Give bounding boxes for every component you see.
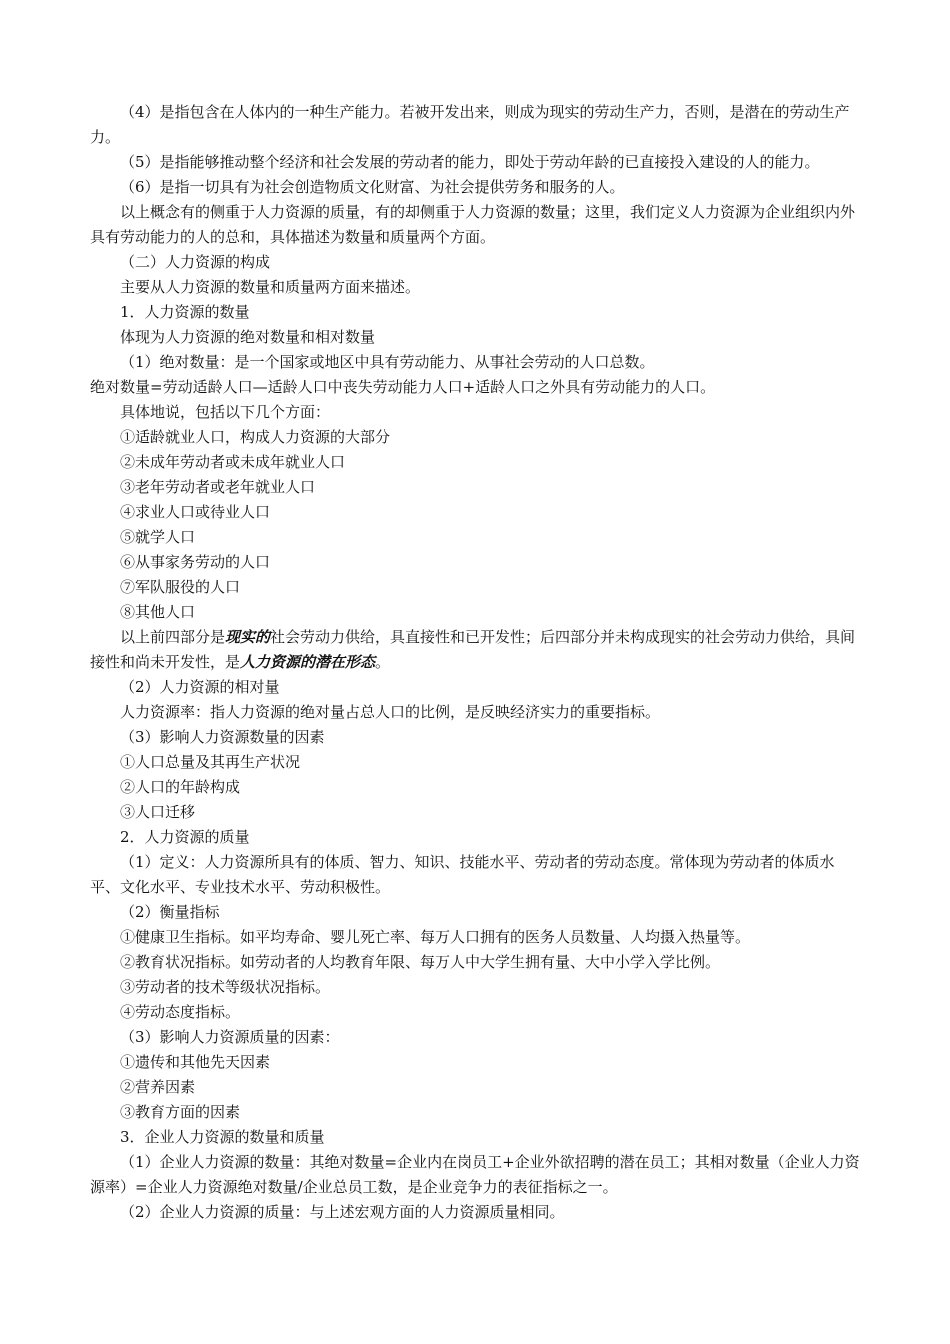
paragraph-specifics: 具体地说，包括以下几个方面： (120, 403, 331, 421)
list-item: ①适龄就业人口，构成人力资源的大部分 (120, 428, 391, 446)
paragraph-supply-summary (90, 625, 860, 675)
list-item: ①人口总量及其再生产状况 (120, 753, 301, 771)
emphasis-potential-form: 人力资源的潜在形态 (240, 653, 376, 671)
subheading-quantity-factors: （3）影响人力资源数量的因素 (120, 728, 325, 746)
list-item: ③人口迁移 (120, 803, 196, 821)
text-run: 社会劳动力供给，具直接性和已开发性；后四部分并未构成现实的社会劳动力供给，具间接性和尚未开发性，是 (90, 628, 856, 671)
list-item: ⑤就学人口 (120, 528, 196, 546)
list-item: ①健康卫生指标。如平均寿命、婴儿死亡率、每万人口拥有的医务人员数量、人均摄入热量等。 (120, 928, 751, 946)
list-item: ③教育方面的因素 (120, 1103, 241, 1121)
list-item: ②营养因素 (120, 1078, 196, 1096)
list-item: ④劳动态度指标。 (120, 1003, 241, 1021)
subheading-relative-quantity: （2）人力资源的相对量 (120, 678, 280, 696)
list-item: ①遗传和其他先天因素 (120, 1053, 271, 1071)
list-item: ③劳动者的技术等级状况指标。 (120, 978, 331, 996)
paragraph-quality-definition: （1）定义：人力资源所具有的体质、智力、知识、技能水平、劳动者的劳动态度。常体现为劳动者的体质水平、文化水平、专业技术水平、劳动积极性。 (90, 853, 835, 896)
paragraph-item-6: （6）是指一切具有为社会创造物质文化财富、为社会提供劳务和服务的人。 (120, 178, 625, 196)
emphasis-realistic: 现实的 (225, 628, 271, 646)
paragraph-hr-rate: 人力资源率：指人力资源的绝对量占总人口的比例，是反映经济实力的重要指标。 (120, 703, 661, 721)
list-item: ⑧其他人口 (120, 603, 196, 621)
list-item: ⑦军队服役的人口 (120, 578, 241, 596)
text-run: 。 (375, 653, 391, 671)
list-item: ⑥从事家务劳动的人口 (120, 553, 271, 571)
subheading-quantity: 1．人力资源的数量 (120, 303, 250, 321)
paragraph-enterprise-quality: （2）企业人力资源的质量：与上述宏观方面的人力资源质量相同。 (120, 1203, 565, 1221)
subheading-quality-factors: （3）影响人力资源质量的因素： (120, 1028, 340, 1046)
list-item: ③老年劳动者或老年就业人口 (120, 478, 316, 496)
paragraph-definition-summary: 以上概念有的侧重于人力资源的质量，有的却侧重于人力资源的数量；这里，我们定义人力资源为企业组织内外具有劳动能力的人的总和，具体描述为数量和质量两个方面。 (90, 203, 856, 246)
subheading-enterprise: 3．企业人力资源的数量和质量 (120, 1128, 325, 1146)
paragraph-intro: 主要从人力资源的数量和质量两方面来描述。 (120, 278, 421, 296)
list-item: ④求业人口或待业人口 (120, 503, 271, 521)
paragraph-enterprise-quantity: （1）企业人力资源的数量：其绝对数量=企业内在岗员工+企业外欲招聘的潜在员工；其相对数量（企业人力资源率）=企业人力资源绝对数量/企业总员工数，是企业竞争力的表征指标之一。 (90, 1153, 860, 1196)
paragraph-item-4: （4）是指包含在人体内的一种生产能力。若被开发出来，则成为现实的劳动生产力，否则，是潜在的劳动生产力。 (90, 103, 850, 146)
subheading-quality: 2．人力资源的质量 (120, 828, 250, 846)
text-run: 以上前四部分是 (120, 628, 226, 646)
paragraph-absolute-quantity: （1）绝对数量：是一个国家或地区中具有劳动能力、从事社会劳动的人口总数。 (120, 353, 655, 371)
list-item: ②教育状况指标。如劳动者的人均教育年限、每万人中大学生拥有量、大中小学入学比例。 (120, 953, 721, 971)
section-heading-composition: （二）人力资源的构成 (120, 253, 271, 271)
paragraph-formula: 绝对数量=劳动适龄人口—适龄人口中丧失劳动能力人口+适龄人口之外具有劳动能力的人口。 (90, 378, 716, 396)
paragraph-quantity-intro: 体现为人力资源的绝对数量和相对数量 (120, 328, 376, 346)
subheading-measurement: （2）衡量指标 (120, 903, 220, 921)
paragraph-item-5: （5）是指能够推动整个经济和社会发展的劳动者的能力，即处于劳动年龄的已直接投入建设的人的能力。 (120, 153, 820, 171)
list-item: ②未成年劳动者或未成年就业人口 (120, 453, 346, 471)
list-item: ②人口的年龄构成 (120, 778, 241, 796)
